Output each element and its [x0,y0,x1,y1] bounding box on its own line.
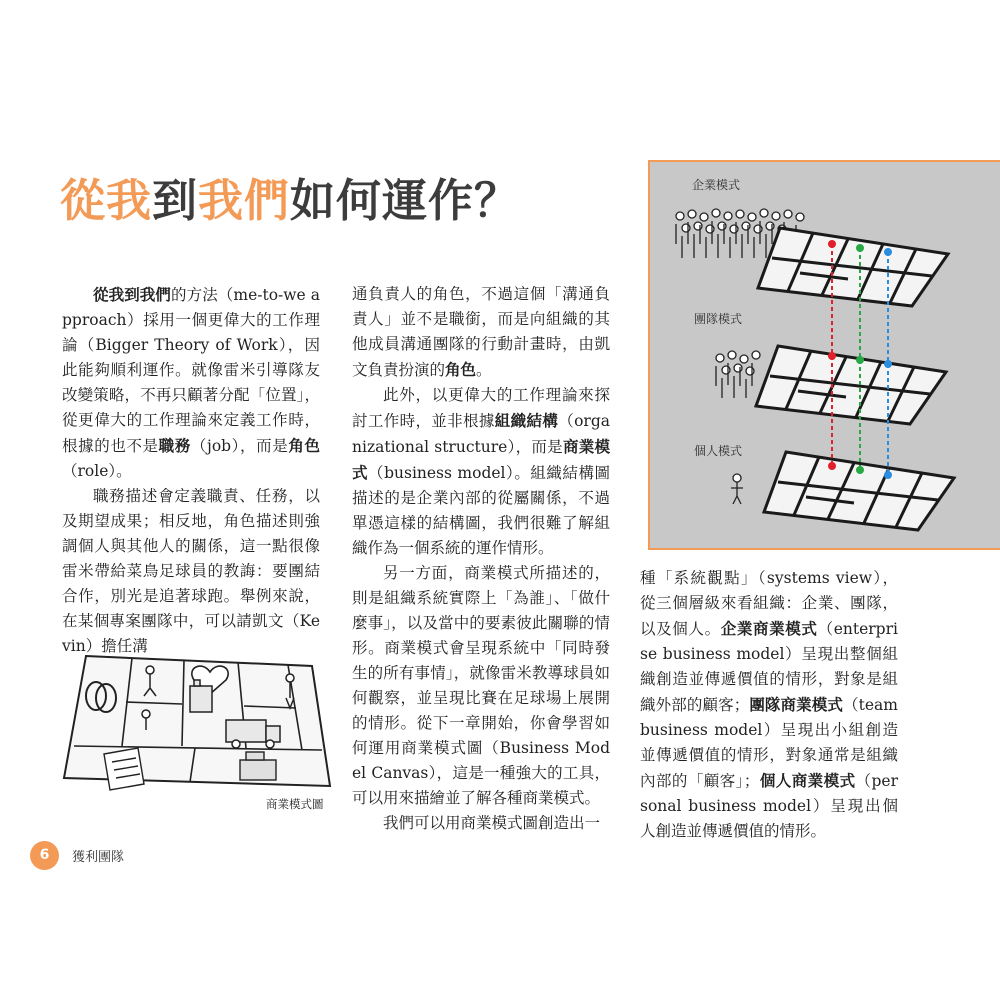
paragraph [352,282,610,383]
canvas-caption: 商業模式圖 [266,797,324,811]
paragraph [352,383,610,561]
paragraph-text: （role）。 [62,462,132,480]
team-layer [756,346,946,424]
paragraph: 另一方面，商業模式所描述的，則是組織系統實際上「為誰」、「做什麼事」，以及當中的要素彼此關聯的情形。商業模式會呈現系統中「同時發生的所有事情」，就像雷米教導球員如何觀察，並呈現比賽在足球場上展開的情形。從下一章開始，你會學習如何運用商業模式圖（Business Model Canvas），這是一種強大的工具，可以用來描繪並了解各種商業模式。 [352,564,610,807]
emphasis-term: 企業商業模式 [720,619,818,638]
paragraph: 我們可以用商業模式圖創造出一 [383,814,601,832]
title-part-2: 到 [152,174,199,227]
paragraph-text: 。 [476,361,492,379]
emphasis-term: 從我到我們 [93,285,171,304]
paragraph: 職務描述會定義職責、任務，以及期望成果；相反地，角色描述則強調個人與其他人的關係，這一點很像雷米帶給菜鳥足球員的教誨：要團結合作，別光是追著球跑。舉例來說，在某個專案團隊中，可以請凱文（Kevin）擔任溝 [62,487,320,655]
personal-layer [764,452,954,530]
team-model-label: 團隊模式 [694,312,743,326]
paragraph-text: 的方法（me-to-we approach）採用一個更偉大的工作理論（Bigger Theory of Work），因此能夠順利運作。就像雷米引導隊友改變策略，不再只顧著分配「位置」，從更偉大的工作理論來定義工作時，根據的也不是 [62,286,320,455]
emphasis-term: 角色 [445,360,477,379]
emphasis-term: 組織結構 [494,411,559,430]
book-title-footer: 獲利團隊 [72,850,125,865]
emphasis-term: 角色 [288,436,320,455]
business-model-canvas-illustration [40,636,340,812]
title-part-4: 如何運作？ [290,174,521,227]
paragraph-text: 種「系統觀點」（systems view），從三個層級來看組織：企業、團隊，以及個人。 [640,569,898,638]
emphasis-term: 團隊商業模式 [749,695,844,714]
enterprise-model-label: 企業模式 [692,178,741,192]
paragraph [640,566,898,844]
page-title [60,174,521,227]
text-column-1 [62,282,320,659]
paragraph-text: （business model）。組織結構圖描述的是企業內部的從屬關係，不過單憑這樣的結構圖，我們很難了解組織作為一個系統的運作情形。 [352,464,610,557]
enterprise-layer [758,228,948,306]
page-number-badge: 6 [30,841,59,870]
title-part-1: 從我 [60,174,153,227]
document-icon [104,748,144,790]
paragraph-text: （organizational structure），而是 [352,412,610,456]
paragraph-text: （job），而是 [190,437,289,455]
text-column-2 [352,282,610,836]
personal-model-label: 個人模式 [694,444,743,458]
diagram-drawing [650,162,1000,548]
paragraph-text: （enterprise business model）呈現出整個組織創造並傳遞價值的情形，對象是組織外部的顧客； [640,620,898,714]
paragraph-text: 通負責人的角色，不過這個「溝通負責人」並不是職銜，而是向組織的其他成員溝通團隊的行動計畫時，由凱文負責扮演的 [352,285,610,379]
person-figure [731,474,743,504]
emphasis-term: 個人商業模式 [759,771,856,790]
emphasis-term: 職務 [158,436,191,455]
emphasis-term: 商業模式 [352,437,610,482]
paragraph-text: 此外，以更偉大的工作理論來探討工作時，並非根據 [352,386,610,430]
team-crowd [716,351,760,398]
title-part-3: 我們 [198,174,291,227]
paragraph [62,282,320,484]
business-model-levels-diagram [648,160,1000,550]
text-column-3 [640,566,898,844]
paragraph-text: （team business model）呈現出小組創造並傳遞價值的情形，對象通常是組織內部的「顧客」； [640,696,898,790]
paragraph-text: （personal business model）呈現出個人創造並傳遞價值的情形。 [640,772,898,840]
